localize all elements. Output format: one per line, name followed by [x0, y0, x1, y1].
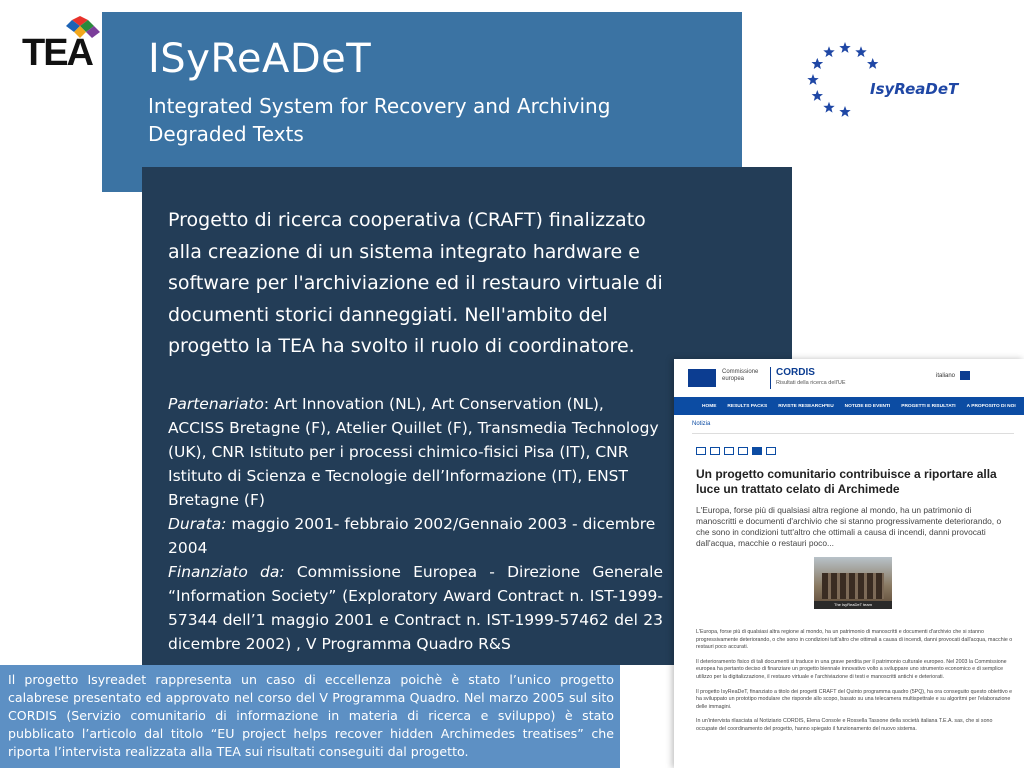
eu-flag-icon — [688, 369, 716, 387]
project-description: Progetto di ricerca cooperativa (CRAFT) finalizzato alla creazione di un sistema integrato hardware e software per l'archiviazione ed il restauro virtuale di documenti storici danneggiati. Nell'ambito del progetto la TEA ha svolto il ruolo di coordinatore. — [168, 209, 663, 357]
breadcrumb-divider — [692, 433, 1014, 434]
star-icon — [855, 46, 866, 57]
team-photo-people — [822, 573, 884, 599]
excellence-note: Il progetto Isyreadet rappresenta un caso di eccellenza poichè è stato l’unico progetto calabrese presentato ed approvato nel corso del V Programma Quadro. Nel marzo 2005 sul sito CORDIS (Servizio comunitario di informazione in materia di ricerca e sviluppo) è stato pubblicato l’articolo dal titolo “EU project helps recover hidden Archimedes treatises” che riporta l’intervista realizzata alla TEA sui risultati conseguiti dal progetto. — [0, 665, 620, 768]
project-details — [168, 392, 663, 656]
star-icon — [812, 58, 823, 69]
duration-label: Durata: — [168, 515, 227, 533]
cordis-brand: CORDIS — [776, 367, 815, 378]
article-headline: Un progetto comunitario contribuisce a riportare alla luce un trattato celato di Archimede — [696, 467, 997, 496]
star-icon — [839, 42, 850, 53]
article-body — [696, 629, 1014, 741]
share-icon — [766, 447, 776, 455]
page-title: ISyReADeT — [148, 36, 372, 82]
page-subtitle: Integrated System for Recovery and Archiving Degraded Texts — [148, 94, 611, 146]
language-select-button — [960, 371, 970, 380]
nav-item-notizie: NOTIZIE ED EVENTI — [844, 403, 891, 409]
commission-label-line1: Commissione — [722, 369, 759, 375]
share-icon — [696, 447, 706, 455]
header-divider — [770, 367, 771, 389]
star-icon — [839, 106, 850, 117]
article-paragraph: Il progetto IsyReaDeT, finanziato a titolo dei progetti CRAFT del Quinto programma quadro (5PQ), ha ora conseguito questo obiettivo e ha sviluppato un prototipo modulare che risponde allo scopo, basato su una telecamera multispettrale e su algoritmi per l'elaborazione delle immagini. — [696, 688, 1013, 710]
funding-label: Finanziato da: — [168, 563, 285, 581]
tea-logo-text: TEA — [22, 32, 92, 74]
article-paragraph: Il deterioramento fisico di tali documenti si traduce in una grave perdita per il patrimonio culturale europeo. Nel 2003 la Commissione europea ha pertanto deciso di finanziare un progetto biennale innovativo volto a sviluppare uno strumento economico e di semplice utilizzo per la digitalizzazione, il restauro virtuale e l'archiviazione di testi e manoscritti antichi e deteriorati. — [696, 658, 1007, 680]
share-icons — [696, 447, 776, 455]
breadcrumb: Notizia — [692, 421, 711, 427]
share-icon — [710, 447, 720, 455]
photo-caption: The IsyReaDeT team — [814, 601, 892, 609]
nav-item-progetti: PROGETTI E RISULTATI — [901, 403, 956, 409]
team-photo — [814, 557, 892, 609]
cordis-article-screenshot — [674, 359, 1024, 768]
nav-item-home: HOME — [702, 403, 717, 409]
cordis-brand-subtitle: Risultati della ricerca dell'UE — [776, 380, 846, 386]
star-icon — [823, 46, 834, 57]
cordis-header — [674, 359, 1024, 397]
star-icon — [812, 90, 823, 101]
partners-text: : Art Innovation (NL), Art Conservation (NL), ACCISS Bretagne (F), Atelier Quillet (F), Transmedia Technology (UK), CNR Istituto per i processi chimico-fisici Pisa (IT), CNR Istituto di Scienza e Tecnologie dell’Informazione (IT), ENST Bretagne (F) — [168, 395, 659, 509]
commission-label-line2: europea — [722, 376, 745, 382]
partners-row — [168, 392, 663, 512]
article-paragraph: In un'intervista rilasciata al Notiziario CORDIS, Elena Console e Rossella Tassone della società italiana T.E.A. sas, che si sono occupate del coordinamento del progetto, hanno spiegato il funzionamento del nuovo sistema. — [696, 718, 993, 732]
share-icon — [724, 447, 734, 455]
share-icon — [738, 447, 748, 455]
duration-row — [168, 512, 663, 560]
nav-item-riviste: RIVISTE RESEARCH*EU — [778, 403, 834, 409]
nav-item-results-packs: RESULTS PACKS — [727, 403, 768, 409]
language-label: italiano — [936, 373, 956, 379]
article-lead: L'Europa, forse più di qualsiasi altra regione al mondo, ha un patrimonio di manoscritti e documenti d'archivio che si stanno progressivamente deteriorando, o che sono in condizioni tutt'altro che ottimali a causa di incendi, danni provocati dall'acqua, macchie o restauri poco... — [696, 505, 1002, 548]
cordis-navbar — [674, 397, 1024, 415]
isyreadet-logo-text: IsyReaDeT — [870, 80, 959, 98]
funding-row — [168, 560, 663, 656]
title-box — [102, 12, 742, 192]
commission-label — [722, 369, 758, 383]
article-paragraph: L'Europa, forse più di qualsiasi altra regione al mondo, ha un patrimonio di manoscritti e documenti d'archivio che si stanno progressivamente deteriorando, o che sono in condizioni tutt'altro che ottimali a causa di incendi, danni provocati dall'acqua, macchie o restauri poco accurati. — [696, 629, 1013, 651]
duration-text: maggio 2001- febbraio 2002/Gennaio 2003 - dicembre 2004 — [168, 515, 656, 557]
share-icon — [752, 447, 762, 455]
partners-label: Partenariato — [168, 395, 264, 413]
isyreadet-logo — [800, 40, 980, 120]
star-icon — [807, 74, 818, 85]
star-icon — [867, 58, 878, 69]
tea-logo — [22, 16, 94, 74]
nav-item-about: A PROPOSITO DI NOI — [966, 403, 1016, 409]
funding-text: Commissione Europea - Direzione Generale “Information Society” (Exploratory Award Contract n. IST-1999-57344 dell’1 maggio 2001 e Contract n. IST-1999-57462 del 23 dicembre 2002) , V Programma Quadro R&S — [168, 563, 663, 653]
star-icon — [823, 102, 834, 113]
